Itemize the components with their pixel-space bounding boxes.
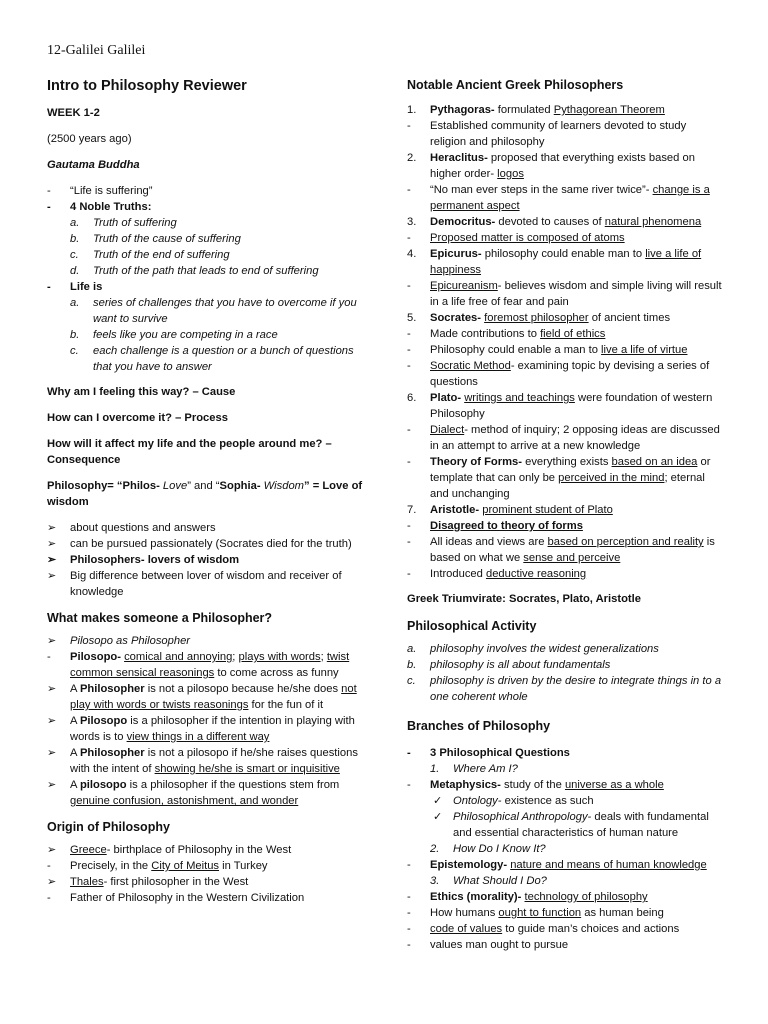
list-item: - Made contributions to field of ethics — [407, 328, 606, 340]
section-heading: What makes someone a Philosopher? — [47, 611, 273, 625]
list-item: ➢ about questions and answers — [47, 522, 216, 534]
section-heading: Philosophical Activity — [407, 619, 537, 633]
list-item: a. series of challenges that you have to overcome if you want to survive — [70, 297, 357, 325]
list-item: - Ethics (morality)- technology of philosophy — [407, 891, 648, 903]
list-item: 7. Aristotle- prominent student of Plato — [407, 504, 613, 516]
list-item: ➢ can be pursued passionately (Socrates died for the truth) — [47, 538, 352, 550]
list-item: ➢ A Philosopher is not a pilosopo if he/she raises questions with the intent of showing he/she is smart or inquisitive — [47, 747, 358, 775]
list-item: c. philosophy is driven by the desire to integrate things in to a one coherent whole — [407, 675, 722, 703]
list-item: c. each challenge is a question or a bunch of questions that you have to answer — [70, 345, 354, 373]
list-item: - How humans ought to function as human being — [407, 907, 664, 919]
list-item: - Introduced deductive reasoning — [407, 568, 587, 580]
section-heading: Notable Ancient Greek Philosophers — [407, 78, 624, 92]
list-item: d. Truth of the path that leads to end of suffering — [70, 265, 319, 277]
list-item: - Dialect- method of inquiry; 2 opposing ideas are discussed in an attempt to arrive at a new knowledge — [407, 424, 720, 452]
question-process: How can I overcome it? – Process — [47, 412, 228, 424]
list-item: 5. Socrates- foremost philosopher of ancient times — [407, 312, 671, 324]
list-item: 3. Democritus- devoted to causes of natural phenomena — [407, 216, 702, 228]
check-icon: ✓ — [433, 795, 443, 807]
list-item: b. feels like you are competing in a race — [70, 329, 278, 341]
author-header: 12-Galilei Galilei — [47, 43, 146, 58]
question-consequence: How will it affect my life and the people around me? – Consequence — [47, 438, 332, 466]
list-item: b. philosophy is all about fundamentals — [407, 659, 611, 671]
list-item: - Disagreed to theory of forms — [407, 520, 583, 532]
left-column — [47, 76, 365, 906]
years-note: (2500 years ago) — [47, 133, 132, 145]
list-item: - Life is — [47, 281, 103, 293]
list-item: - 3 Philosophical Questions — [407, 747, 570, 759]
list-item: ➢ Pilosopo as Philosopher — [47, 635, 191, 647]
list-item: - Philosophy could enable a man to live a life of virtue — [407, 344, 688, 356]
list-item: - Theory of Forms- everything exists based on an idea or template that can only be perceived in the mind; eternal and unchanging — [407, 456, 711, 500]
list-item: c. Truth of the end of suffering — [70, 249, 230, 261]
right-column — [407, 76, 725, 953]
section-heading: Branches of Philosophy — [407, 719, 551, 733]
list-item: ➢ Big difference between lover of wisdom and receiver of knowledge — [47, 570, 342, 598]
list-item: - All ideas and views are based on perception and reality is based on what we sense and perceive — [407, 536, 715, 564]
list-item: - “Life is suffering” — [47, 185, 153, 197]
list-item: - Established community of learners devoted to study religion and philosophy — [407, 120, 687, 148]
list-item: 2. Heraclitus- proposed that everything exists based on higher order- logos — [407, 152, 695, 180]
week-label: WEEK 1-2 — [47, 107, 100, 119]
section-heading: Origin of Philosophy — [47, 820, 170, 834]
list-item: 4. Epicurus- philosophy could enable man to live a life of happiness — [407, 248, 702, 276]
list-item: a. Truth of suffering — [70, 217, 177, 229]
list-item: - “No man ever steps in the same river twice”- change is a permanent aspect — [407, 184, 710, 212]
list-item: - Pilosopo- comical and annoying; plays with words; twist common sensical reasonings to come across as funny — [47, 651, 350, 679]
list-item: 2. How Do I Know It? — [430, 843, 546, 855]
question-cause: Why am I feeling this way? – Cause — [47, 386, 236, 398]
list-item: ➢ A Pilosopo is a philosopher if the intention in playing with words is to view things in a different way — [47, 715, 355, 743]
list-item: ➢ Philosophers- lovers of wisdom — [47, 554, 240, 566]
check-icon: ✓ — [433, 811, 443, 823]
document-title: Intro to Philosophy Reviewer — [47, 78, 247, 94]
list-item: 3. What Should I Do? — [430, 875, 547, 887]
list-item: ➢ A Philosopher is not a pilosopo because he/she does not play with words or twists reasonings for the fun of it — [47, 683, 357, 711]
list-item: - Proposed matter is composed of atoms — [407, 232, 625, 244]
list-item: - Precisely, in the City of Meitus in Turkey — [47, 860, 268, 872]
list-item: ➢ Thales- first philosopher in the West — [47, 876, 249, 888]
buddha-heading: Gautama Buddha — [47, 159, 140, 171]
list-item: a. philosophy involves the widest generalizations — [407, 643, 659, 655]
triumvirate-line: Greek Triumvirate: Socrates, Plato, Aristotle — [407, 593, 641, 605]
list-item: ➢ A pilosopo is a philosopher if the questions stem from genuine confusion, astonishment, and wonder — [47, 779, 340, 807]
list-item: b. Truth of the cause of suffering — [70, 233, 241, 245]
list-item: - Epicureanism- believes wisdom and simple living will result in a life free of fear and pain — [407, 280, 722, 308]
list-item: - Epistemology- nature and means of human knowledge — [407, 859, 707, 871]
list-item: - values man ought to pursue — [407, 939, 569, 951]
list-item: ✓ Philosophical Anthropology- deals with fundamental and essential characteristics of human nature — [433, 811, 709, 839]
list-item: - 4 Noble Truths: — [47, 201, 152, 213]
philosophy-definition: Philosophy= “Philos- Love” and “Sophia- Wisdom” = Love of wisdom — [47, 480, 363, 508]
list-item: - Metaphysics- study of the universe as a whole — [407, 779, 664, 791]
list-item: - Father of Philosophy in the Western Civilization — [47, 892, 305, 904]
list-item: ✓ Ontology- existence as such — [433, 795, 594, 807]
list-item: - Socratic Method- examining topic by devising a series of questions — [407, 360, 710, 388]
list-item: - code of values to guide man’s choices and actions — [407, 923, 680, 935]
list-item: 1. Where Am I? — [430, 763, 518, 775]
list-item: 1. Pythagoras- formulated Pythagorean Theorem — [407, 104, 665, 116]
list-item: ➢ Greece- birthplace of Philosophy in the West — [47, 844, 292, 856]
list-item: 6. Plato- writings and teachings were foundation of western Philosophy — [407, 392, 713, 420]
